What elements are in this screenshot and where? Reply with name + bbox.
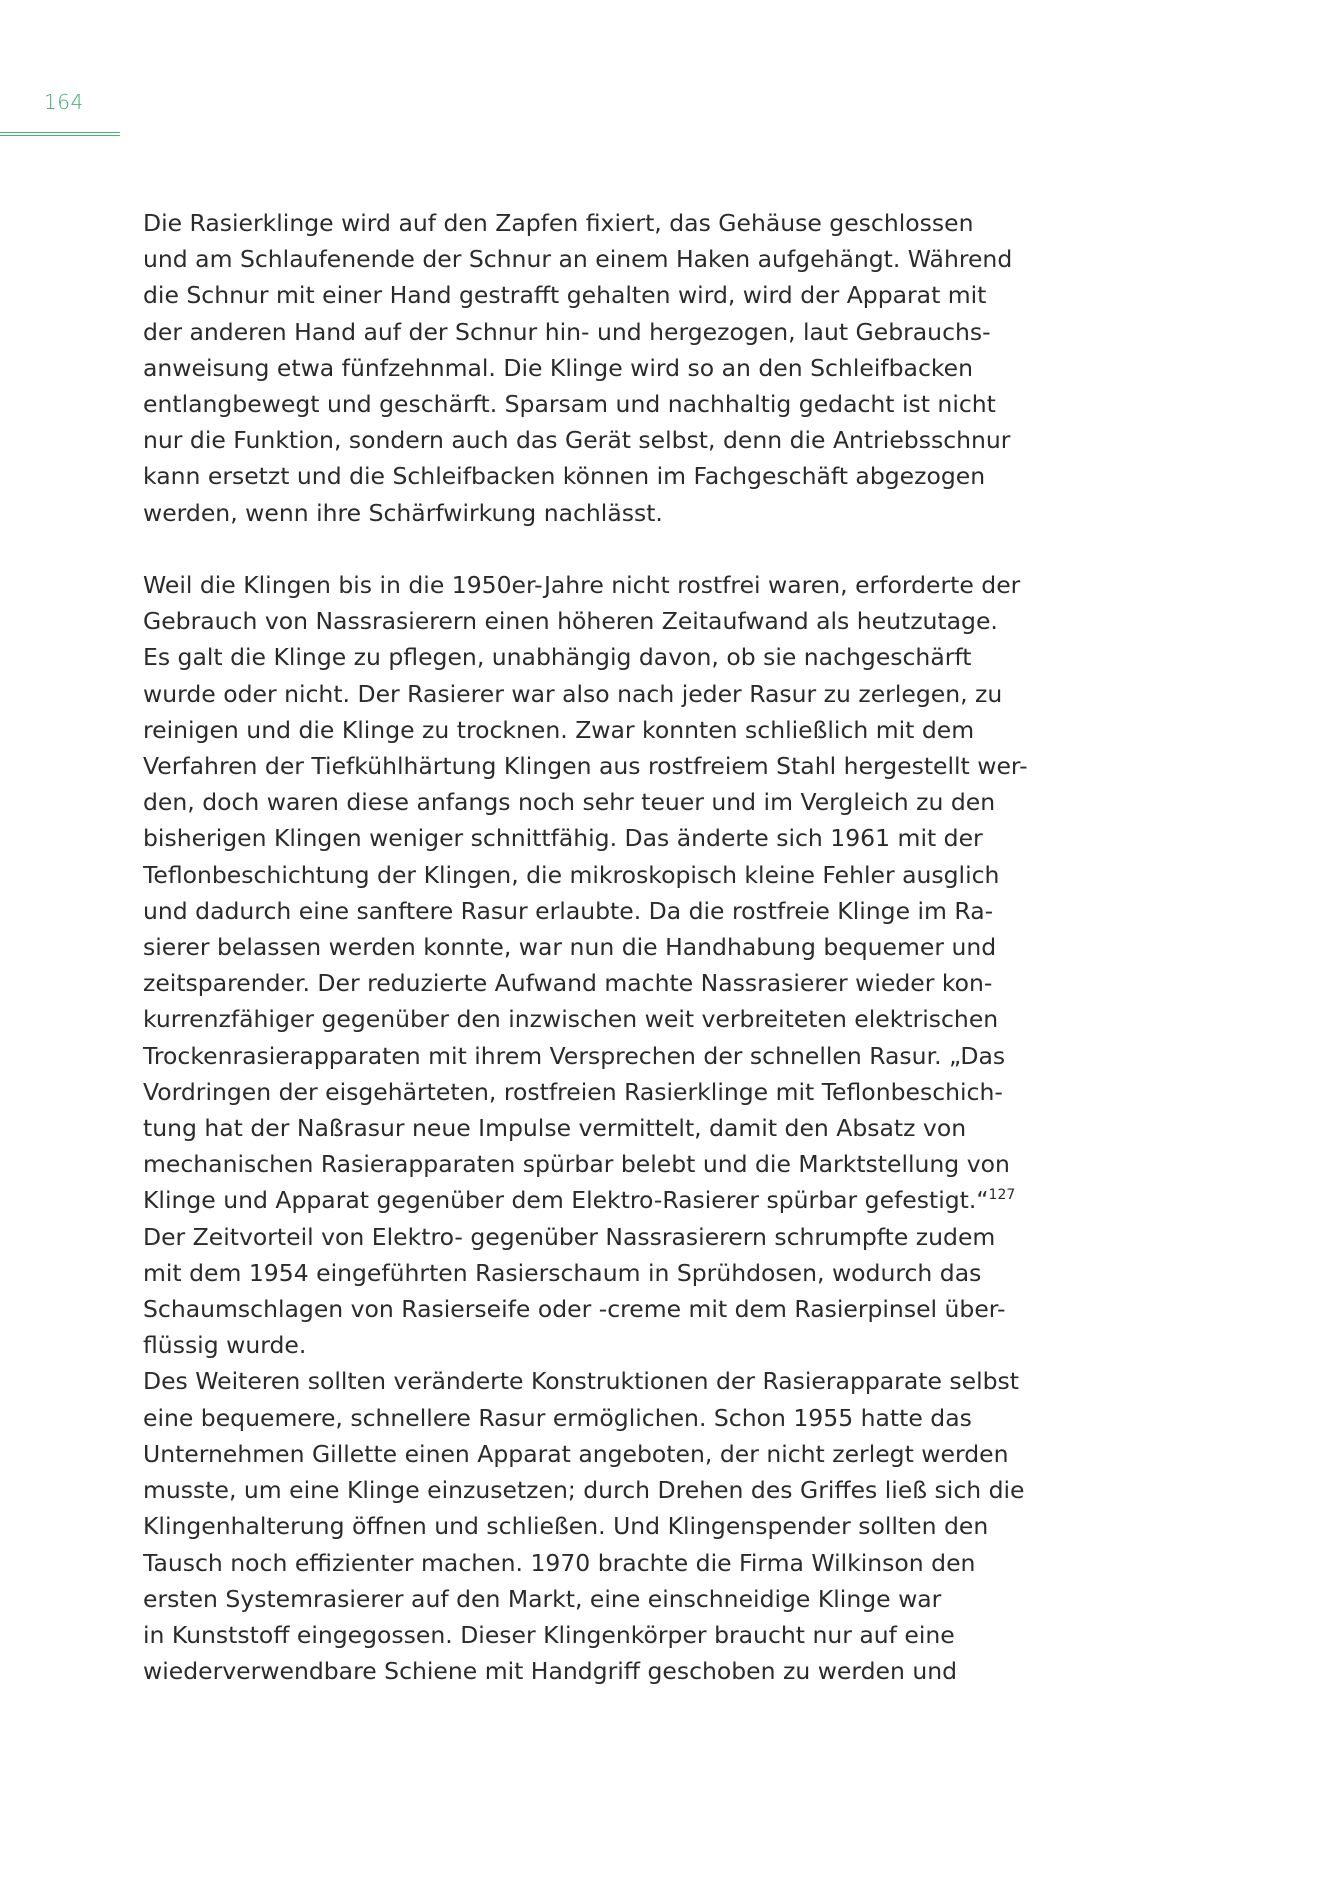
text-line: Teflonbeschichtung der Klingen, die mikroskopisch kleine Fehler ausglich [143,860,1000,889]
text-line: Es galt die Klinge zu pflegen, unabhängig davon, ob sie nachgeschärft [143,643,972,672]
text-line: den, doch waren diese anfangs noch sehr teuer und im Vergleich zu den [143,788,996,817]
text-line: Trockenrasierapparaten mit ihrem Versprechen der schnellen Rasur. „Das [143,1041,1006,1070]
body-text [143,205,1043,1689]
text-line: Tausch noch effizienter machen. 1970 brachte die Firma Wilkinson den [143,1548,976,1577]
text-line: flüssig wurde. [143,1331,307,1360]
text-line: die Schnur mit einer Hand gestrafft gehalten wird, wird der Apparat mit [143,281,987,310]
text-line: tung hat der Naßrasur neue Impulse vermittelt, damit den Absatz von [143,1114,967,1143]
page-number: 164 [44,90,84,114]
quote-end-text: Klinge und Apparat gegenüber dem Elektro-Rasierer spürbar gefestigt.“ [143,1186,989,1215]
text-line: anweisung etwa fünfzehnmal. Die Klinge wird so an den Schleifbacken [143,353,973,382]
text-line: Weil die Klingen bis in die 1950er-Jahre nicht rostfrei waren, erforderte der [143,571,1021,600]
text-line: Der Zeitvorteil von Elektro- gegenüber Nassrasierern schrumpfte zudem [143,1222,996,1251]
footnote-reference[interactable]: 127 [988,1187,1016,1204]
text-line: ersten Systemrasierer auf den Markt, eine einschneidige Klinge war [143,1584,942,1613]
paragraph-3 [143,1363,1043,1689]
text-line-quote-end [143,1182,1043,1218]
text-line: Die Rasierklinge wird auf den Zapfen fixiert, das Gehäuse geschlossen [143,209,974,237]
text-line: musste, um eine Klinge einzusetzen; durch Drehen des Griffes ließ sich die [143,1476,1025,1505]
text-line: eine bequemere, schnellere Rasur ermöglichen. Schon 1955 hatte das [143,1403,972,1432]
text-line: nur die Funktion, sondern auch das Gerät selbst, denn die Antriebsschnur [143,426,1011,455]
text-line: und dadurch eine sanftere Rasur erlaubte. Da die rostfreie Klinge im Ra- [143,896,994,925]
paragraph-gap [143,531,1043,567]
text-line: Des Weiteren sollten veränderte Konstruktionen der Rasierapparate selbst [143,1367,1019,1396]
text-line: Verfahren der Tiefkühlhärtung Klingen aus rostfreiem Stahl hergestellt wer- [143,752,1028,781]
text-line: kurrenzfähiger gegenüber den inzwischen weit verbreiteten elektrischen [143,1005,999,1034]
text-line: mit dem 1954 eingeführten Rasierschaum in Sprühdosen, wodurch das [143,1258,982,1287]
text-line: zeitsparender. Der reduzierte Aufwand machte Nassrasierer wieder kon- [143,969,993,998]
text-line: wurde oder nicht. Der Rasierer war also nach jeder Rasur zu zerlegen, zu [143,679,1003,708]
text-line: Vordringen der eisgehärteten, rostfreien Rasierklinge mit Teflonbeschich- [143,1077,1003,1106]
text-line: in Kunststoff eingegossen. Dieser Klingenkörper braucht nur auf eine [143,1620,955,1649]
text-line: Unternehmen Gillette einen Apparat angeboten, der nicht zerlegt werden [143,1439,1009,1468]
text-line: werden, wenn ihre Schärfwirkung nachlässt. [143,498,663,527]
text-line: Gebrauch von Nassrasierern einen höheren Zeitaufwand als heutzutage. [143,607,998,636]
paragraph-1 [143,205,1043,531]
paragraph-2 [143,567,1043,1363]
text-line: mechanischen Rasierapparaten spürbar belebt und die Marktstellung von [143,1150,1010,1179]
header-rule [0,132,120,133]
text-line: kann ersetzt und die Schleifbacken können im Fachgeschäft abgezogen [143,462,986,491]
text-line: wiederverwendbare Schiene mit Handgriff geschoben zu werden und [143,1657,958,1686]
text-line: entlangbewegt und geschärft. Sparsam und nachhaltig gedacht ist nicht [143,390,996,419]
header-rule-secondary [0,135,120,136]
text-line: Schaumschlagen von Rasierseife oder -creme mit dem Rasierpinsel über- [143,1295,1006,1324]
text-line: sierer belassen werden konnte, war nun die Handhabung bequemer und [143,933,997,962]
text-line: reinigen und die Klinge zu trocknen. Zwar konnten schließlich mit dem [143,715,975,744]
text-line: und am Schlaufenende der Schnur an einem Haken aufgehängt. Während [143,245,1013,274]
text-line: bisherigen Klingen weniger schnittfähig. Das änderte sich 1961 mit der [143,824,983,853]
text-line: Klingenhalterung öffnen und schließen. Und Klingenspender sollten den [143,1512,989,1541]
text-line: der anderen Hand auf der Schnur hin- und hergezogen, laut Gebrauchs- [143,317,991,346]
